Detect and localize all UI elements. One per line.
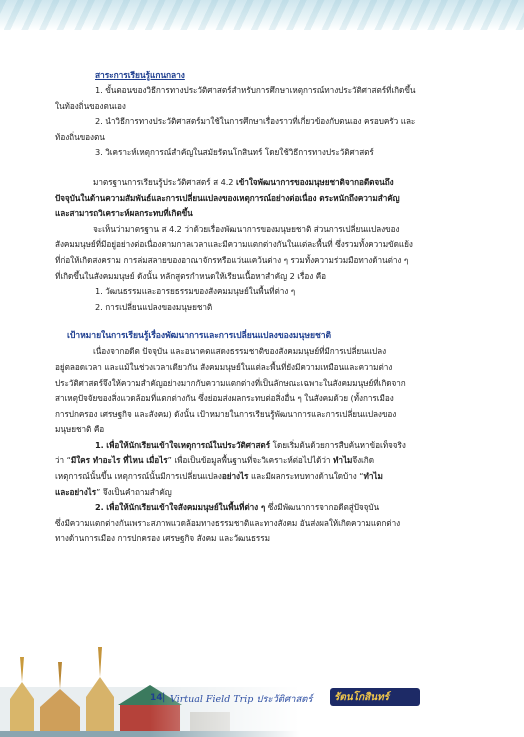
goal-item-1 — [55, 438, 475, 454]
text-run: ” จึงเป็นคำถามสำคัญ — [96, 486, 172, 497]
paragraph-line: ที่เกิดขึ้นในสังคมมนุษย์ ดังนั้น หลักสูตรกำหนดให้เรียนเนื้อหาสำคัญ 2 เรื่อง คือ — [55, 270, 327, 281]
footer-separator: | — [162, 692, 166, 703]
rattanakosin-logo — [330, 688, 420, 706]
header-decoration — [0, 0, 524, 30]
paragraph-line: สังคมมนุษย์ที่มีอยู่อย่างต่อเนื่องตามกาลเวลาและมีความแตกต่างกันในแต่ละพื้นที่ ซึ่งรวมทั้งความขัดแย้ง — [55, 239, 413, 250]
bold-run: มีใคร ทำอะไร ที่ไหน เมื่อไร — [70, 455, 168, 466]
goal-item-2 — [55, 500, 475, 516]
goal-item-1-line2 — [55, 453, 475, 469]
page-number: 14 — [150, 693, 163, 703]
bold-run: อย่างไร — [221, 471, 249, 482]
standard-bold-line: และสามารถวิเคราะห์ผลกระทบที่เกิดขึ้น — [55, 208, 193, 219]
page-footer — [0, 690, 524, 710]
list-item: 1. ขั้นตอนของวิธีการทางประวัติศาสตร์สำหรับการศึกษาเหตุการณ์ทางประวัติศาสตร์ที่เกิดขึ้น — [95, 85, 416, 95]
goal-item-2-line3: ทางด้านการเมือง การปกครอง เศรษฐกิจ สังคม และวัฒนธรรม — [55, 533, 270, 544]
list-item: 2. การเปลี่ยนแปลงของมนุษยชาติ — [95, 301, 213, 312]
footer-title: Virtual Field Trip ประวัติศาสตร์ — [170, 694, 313, 705]
standard-label: มาตรฐานการเรียนรู้ประวัติศาสตร์ ส 4.2 — [93, 176, 234, 187]
text-run: ” เพื่อเป็นข้อมูลพื้นฐานที่จะวิเคราะห์ต่อไปได้ว่า — [167, 455, 333, 466]
text-run: จึงเกิด — [352, 455, 374, 466]
list-item: 3. วิเคราะห์เหตุการณ์สำคัญในสมัยรัตนโกสินทร์ โดยใช้วิธีการทางประวัติศาสตร์ — [95, 147, 374, 158]
paragraph-line: มนุษยชาติ คือ — [55, 424, 105, 435]
text-run: เหตุการณ์นั้นขึ้น เหตุการณ์นั้นมีการเปลี่ยนแปลง — [55, 471, 222, 482]
paragraph-line: ที่ก่อให้เกิดสงคราม การล่มสลายของอาณาจักรหรือแว่นแคว้นต่าง ๆ รวมทั้งความร่วมมือทางด้านต่าง ๆ — [55, 254, 409, 265]
goal-item-1-line3 — [55, 469, 475, 485]
core-content-heading: สาระการเรียนรู้แกนกลาง — [95, 70, 185, 80]
temple-illustration — [0, 627, 300, 737]
learning-goal-heading: เป้าหมายในการเรียนรู้เรื่องพัฒนาการและการเปลี่ยนแปลงของมนุษยชาติ — [67, 331, 332, 342]
paragraph-line: สาเหตุปัจจัยของสิ่งแวดล้อมที่แตกต่างกัน ซึ่งย่อมส่งผลกระทบต่อสิ่งอื่น ๆ ในสังคมด้วย (ทั้งการเมือง — [55, 393, 394, 404]
goal-item-1-line4 — [55, 485, 475, 501]
bold-run: ทำไม — [333, 455, 353, 466]
paragraph-line: การปกครอง เศรษฐกิจ และสังคม) ดังนั้น เป้าหมายในการเรียนรู้พัฒนาการและการเปลี่ยนแปลงของ — [55, 408, 397, 419]
goal-number: 1. — [95, 439, 104, 450]
goal-number: 2. — [95, 502, 104, 513]
paragraph-line: อยู่ตลอดเวลา และแม้ในช่วงเวลาเดียวกัน สังคมมนุษย์ในแต่ละพื้นที่ยังมีความเหมือนและความต่าง — [55, 361, 393, 372]
goal-bold: เพื่อให้นักเรียนเข้าใจเหตุการณ์ในประวัติศาสตร์ — [106, 439, 271, 450]
paragraph-line: ประวัติศาสตร์จึงให้ความสำคัญอย่างมากกับความแตกต่างที่เป็นลักษณะเฉพาะในสังคมมนุษย์ที่เกิดจาก — [55, 377, 406, 388]
goal-text: ซึ่งมีพัฒนาการจากอดีตสู่ปัจจุบัน — [265, 502, 380, 513]
goal-item-2-line2: ซึ่งมีความแตกต่างกันเพราะสภาพแวดล้อมทางธรรมชาติและทางสังคม อันส่งผลให้เกิดความแตกต่าง — [55, 517, 401, 528]
paragraph-line: เนื่องจากอดีต ปัจจุบัน และอนาคตแสดงธรรมชาติของสังคมมนุษย์ที่มีการเปลี่ยนแปลง — [93, 346, 387, 357]
goal-text: โดยเริ่มต้นด้วยการสืบค้นหาข้อเท็จจริง — [270, 439, 406, 450]
bold-run: ทำไม — [363, 471, 383, 482]
paragraph-line: จะเห็นว่ามาตรฐาน ส 4.2 ว่าด้วยเรื่องพัฒนาการของมนุษยชาติ ส่วนการเปลี่ยนแปลงของ — [93, 223, 400, 234]
text-run: และมีผลกระทบทางด้านใดบ้าง “ — [248, 471, 364, 482]
logo-text: รัตนโกสินทร์ — [334, 692, 390, 703]
list-item-continuation: ท้องถิ่นของตน — [55, 131, 105, 142]
standard-bold: เข้าใจพัฒนาการของมนุษยชาติจากอดีตจนถึง — [236, 176, 394, 187]
standard-bold-line: ปัจจุบันในด้านความสัมพันธ์และการเปลี่ยนแปลงของเหตุการณ์อย่างต่อเนื่อง ตระหนักถึงความสำคัญ — [55, 192, 400, 203]
header-wave-pattern — [0, 0, 524, 30]
text-run: ว่า “ — [55, 455, 71, 466]
bold-run: และอย่างไร — [55, 486, 97, 497]
list-item-continuation: ในท้องถิ่นของตนเอง — [55, 100, 126, 111]
list-item: 1. วัฒนธรรมและอารยธรรมของสังคมมนุษย์ในพื้นที่ต่าง ๆ — [95, 286, 296, 297]
list-item: 2. นำวิธีการทางประวัติศาสตร์มาใช้ในการศึกษาเรื่องราวที่เกี่ยวข้องกับตนเอง ครอบครัว และ — [95, 116, 416, 127]
goal-bold: เพื่อให้นักเรียนเข้าใจสังคมมนุษย์ในพื้นที่ต่าง ๆ — [106, 502, 266, 513]
main-content — [55, 68, 475, 547]
standard-intro — [55, 175, 475, 191]
